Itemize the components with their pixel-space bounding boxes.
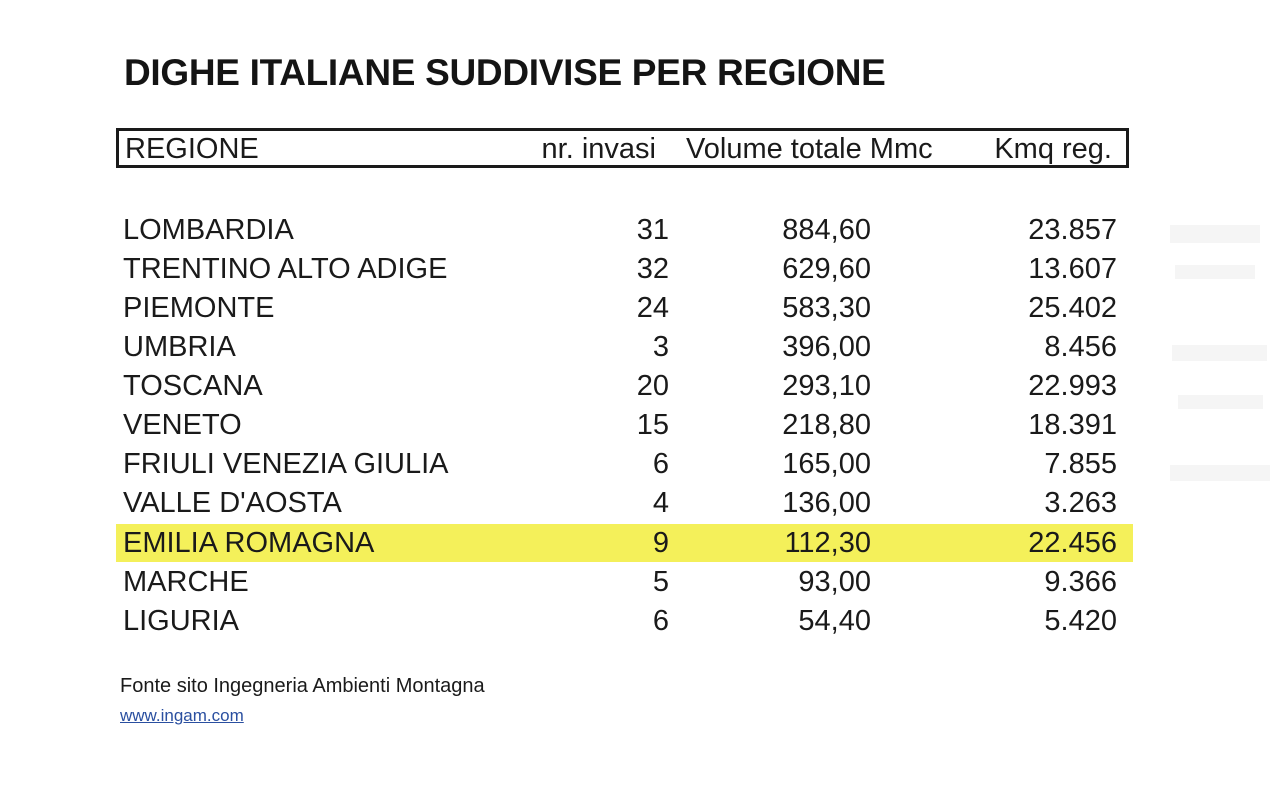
header-volume: Volume totale Mmc — [686, 133, 933, 165]
reservoir-count: 6 — [652, 448, 669, 480]
reservoir-count: 6 — [652, 605, 669, 637]
region-area: 18.391 — [1028, 409, 1117, 441]
total-volume: 112,30 — [784, 527, 871, 559]
region-area: 8.456 — [1044, 331, 1117, 363]
bleed-through-mark — [1175, 265, 1255, 279]
total-volume: 629,60 — [782, 253, 871, 285]
table-row — [116, 406, 1133, 444]
region-name: FRIULI VENEZIA GIULIA — [123, 448, 449, 480]
region-area: 3.263 — [1044, 487, 1117, 519]
table-row — [116, 250, 1133, 288]
total-volume: 293,10 — [782, 370, 871, 402]
region-name: VENETO — [123, 409, 242, 441]
total-volume: 218,80 — [782, 409, 871, 441]
bleed-through-mark — [1170, 465, 1270, 481]
region-area: 7.855 — [1044, 448, 1117, 480]
table-row — [116, 602, 1133, 640]
table-row — [116, 563, 1133, 601]
region-name: VALLE D'AOSTA — [123, 487, 342, 519]
bleed-through-mark — [1178, 395, 1263, 409]
reservoir-count: 9 — [652, 527, 669, 559]
region-area: 22.456 — [1028, 527, 1117, 559]
region-area: 25.402 — [1028, 292, 1117, 324]
source-link[interactable]: www.ingam.com — [120, 706, 244, 725]
region-area: 9.366 — [1044, 566, 1117, 598]
reservoir-count: 4 — [652, 487, 669, 519]
region-area: 23.857 — [1028, 214, 1117, 246]
table-row-highlighted — [116, 524, 1133, 562]
region-name: EMILIA ROMAGNA — [123, 527, 375, 559]
reservoir-count: 3 — [652, 331, 669, 363]
total-volume: 54,40 — [798, 605, 871, 637]
table-row — [116, 328, 1133, 366]
table-row — [116, 289, 1133, 327]
region-name: LOMBARDIA — [123, 214, 294, 246]
reservoir-count: 31 — [636, 214, 669, 246]
region-area: 5.420 — [1044, 605, 1117, 637]
bleed-through-mark — [1172, 345, 1267, 361]
table-row — [116, 445, 1133, 483]
region-name: TOSCANA — [123, 370, 263, 402]
reservoir-count: 20 — [636, 370, 669, 402]
region-name: UMBRIA — [123, 331, 236, 363]
header-area: Kmq reg. — [994, 133, 1112, 165]
page-title: DIGHE ITALIANE SUDDIVISE PER REGIONE — [124, 52, 886, 93]
table-header — [116, 128, 1129, 168]
region-name: TRENTINO ALTO ADIGE — [123, 253, 448, 285]
region-name: PIEMONTE — [123, 292, 275, 324]
total-volume: 136,00 — [782, 487, 871, 519]
table-row — [116, 367, 1133, 405]
header-region: REGIONE — [125, 133, 259, 165]
header-count: nr. invasi — [541, 133, 656, 165]
total-volume: 93,00 — [798, 566, 871, 598]
reservoir-count: 5 — [652, 566, 669, 598]
total-volume: 396,00 — [782, 331, 871, 363]
reservoir-count: 15 — [636, 409, 669, 441]
region-area: 22.993 — [1028, 370, 1117, 402]
reservoir-count: 24 — [636, 292, 669, 324]
region-name: MARCHE — [123, 566, 249, 598]
table-row — [116, 484, 1133, 522]
total-volume: 884,60 — [782, 214, 871, 246]
bleed-through-mark — [1170, 225, 1260, 243]
table-row — [116, 211, 1133, 249]
total-volume: 583,30 — [782, 292, 871, 324]
region-area: 13.607 — [1028, 253, 1117, 285]
reservoir-count: 32 — [636, 253, 669, 285]
total-volume: 165,00 — [782, 448, 871, 480]
source-note: Fonte sito Ingegneria Ambienti Montagna — [120, 675, 485, 697]
region-name: LIGURIA — [123, 605, 240, 637]
